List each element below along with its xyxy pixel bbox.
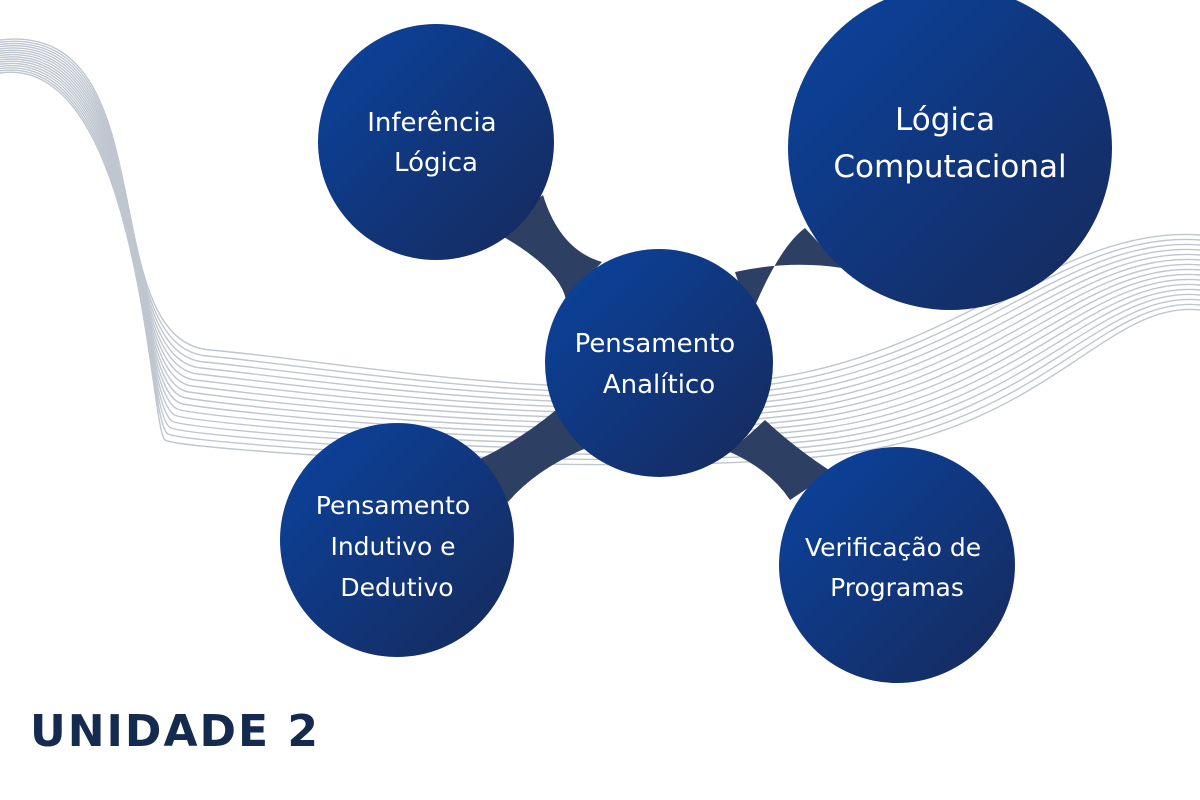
node-inferencia [318,24,554,260]
node-label: Pensamento Indutivo e Dedutivo [315,491,471,602]
node-pensamento-analitico [545,249,773,477]
node-circle [779,447,1015,683]
node-label: Verificação de Programas [804,533,982,602]
unit-title: UNIDADE 2 [30,706,321,757]
node-label: Inferência Lógica [367,108,497,178]
node-circle [318,24,554,260]
node-verificacao-de-programas [779,447,1015,683]
node-label: Pensamento Analítico [574,329,736,400]
node-pensamento-indutivo [280,423,514,657]
node-circle [545,249,773,477]
node-logica-computacional [788,0,1112,310]
node-label: Lógica Computacional [833,102,1067,185]
